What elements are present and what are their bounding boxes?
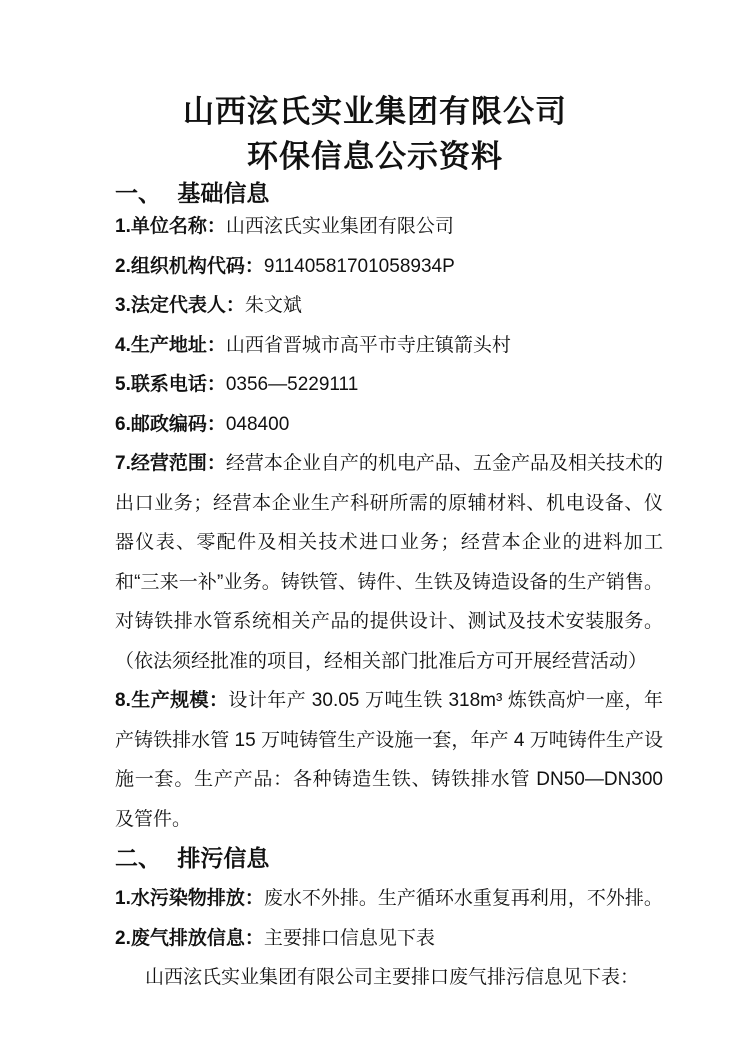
section-title: 基础信息 [177,180,270,206]
item-gas-discharge-value: 主要排口信息见下表 [263,927,435,949]
item-org-code-label: 2.组织机构代码： [115,255,264,277]
table-intro-note: 山西泫氏实业集团有限公司主要排口废气排污信息见下表： [145,967,640,988]
item-unit-name-value: 山西泫氏实业集团有限公司 [225,216,454,237]
item-business-scope [115,444,663,681]
section-title: 排污信息 [177,845,270,871]
item-production-scale-value: 设计年产 30.05 万吨生铁 318m³ 炼铁高炉一座，年产铸铁排水管 15 万吨铸管生产设施一套，年产 4 万吨铸件生产设施一套。生产产品：各种铸造生铁、铸铁排水管 DN50—DN300 及管件。 [115,690,663,830]
section-number: 一、 [115,180,161,206]
item-phone [115,365,663,405]
document-title [0,0,750,179]
item-business-scope-value: 经营本企业自产的机电产品、五金产品及相关技术的出口业务；经营本企业生产科研所需的原辅材料、机电设备、仪器仪表、零配件及相关技术进口业务；经营本企业的进料加工和“三来一补”业务。铸铁管、铸件、生铁及铸造设备的生产销售。对铸铁排水管系统相关产品的提供设计、测试及技术安装服务。（依法须经批准的项目，经相关部门批准后方可开展经营活动） [115,453,663,672]
item-water-discharge [115,879,663,919]
item-legal-rep-label: 3.法定代表人： [115,295,245,316]
item-legal-rep [115,286,663,326]
item-production-scale-label: 8.生产规模： [115,690,229,711]
item-phone-value: 0356—5229111 [225,374,359,395]
item-legal-rep-value: 朱文斌 [244,295,302,316]
item-address-value: 山西省晋城市高平市寺庄镇箭头村 [225,334,511,356]
item-water-discharge-label: 1.水污染物排放： [115,888,264,909]
document-body [0,179,750,998]
document-title-line2: 环保信息公示资料 [247,139,503,174]
item-org-code [115,247,663,287]
item-business-scope-label: 7.经营范围： [115,453,226,474]
item-unit-name-label: 1.单位名称： [115,216,226,237]
item-postcode-label: 6.邮政编码： [115,413,226,435]
document-title-line1: 山西泫氏实业集团有限公司 [183,94,567,129]
item-unit-name [115,207,663,247]
section-heading-discharge-info [115,844,663,872]
item-gas-discharge-label: 2.废气排放信息： [115,927,264,949]
item-org-code-value: 91140581701058934P [263,255,455,277]
item-address-label: 4.生产地址： [115,334,226,356]
item-address [115,326,663,366]
item-postcode [115,405,663,445]
item-phone-label: 5.联系电话： [115,374,226,395]
item-postcode-value: 048400 [225,413,290,435]
item-production-scale [115,681,663,839]
item-gas-discharge [115,919,663,959]
section-number: 二、 [115,845,161,871]
section-heading-basic-info [115,179,663,207]
item-water-discharge-value: 废水不外排。生产循环水重复再利用，不外排。 [263,888,663,909]
